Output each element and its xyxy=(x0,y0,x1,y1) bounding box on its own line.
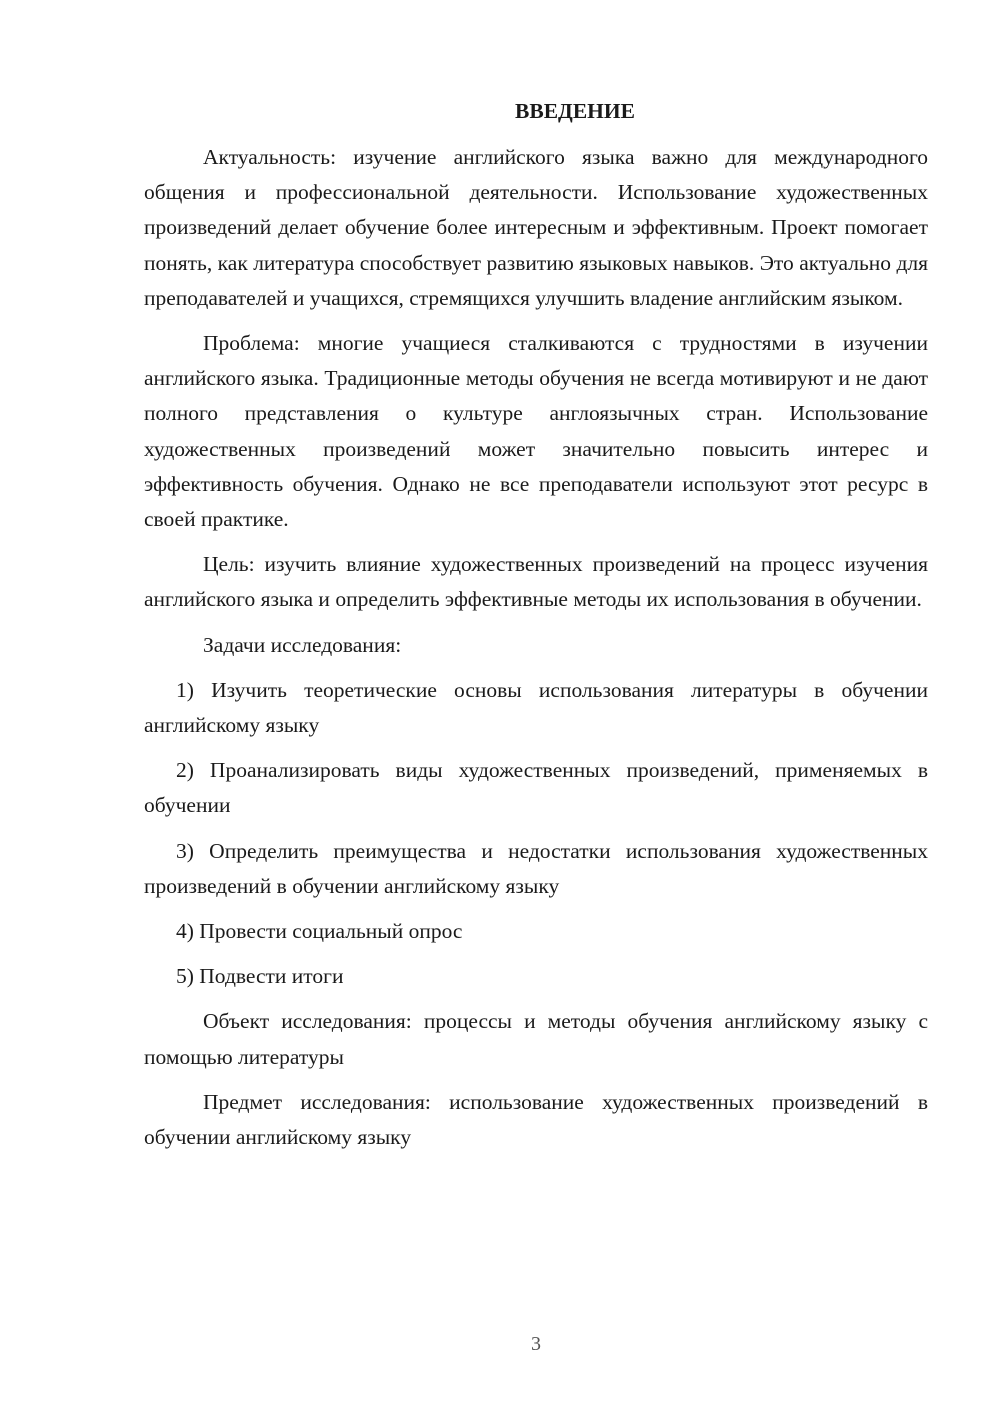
tasks-heading: Задачи исследования: xyxy=(203,632,402,657)
page-title: ВВЕДЕНИЕ xyxy=(515,99,635,123)
page-content xyxy=(144,96,928,1165)
page-number: 3 xyxy=(531,1333,541,1355)
problem-paragraph: Проблема: многие учащиеся сталкиваются с трудностями в изучении английского языка. Традиционные методы обучения не всегда мотивируют и не дают полного представления о культуре англоязычных стран. Использование художественных произведений может значительно повысить интерес и эффективность обучения. Однако не все преподаватели используют этот ресурс в своей практике. xyxy=(144,331,928,532)
task-item: 1) Изучить теоретические основы использования литературы в обучении английскому языку xyxy=(144,677,928,738)
task-item: 5) Подвести итоги xyxy=(176,964,344,989)
subject-paragraph: Предмет исследования: использование художественных произведений в обучении английскому языку xyxy=(144,1089,928,1150)
object-paragraph: Объект исследования: процессы и методы обучения английскому языку с помощью литературы xyxy=(144,1009,928,1069)
task-item: 2) Проанализировать виды художественных произведений, применяемых в обучении xyxy=(144,758,928,818)
task-item: 4) Провести социальный опрос xyxy=(176,919,463,944)
task-item: 3) Определить преимущества и недостатки использования художественных произведений в обучении английскому языку xyxy=(144,838,928,898)
relevance-paragraph: Актуальность: изучение английского языка важно для международного общения и профессиональной деятельности. Использование художественных произведений делает обучение более интересным и эффективным. Проект помогает понять, как литература способствует развитию языковых навыков. Это актуально для преподавателей и учащихся, стремящихся улучшить владение английским языком. xyxy=(144,145,928,310)
goal-paragraph: Цель: изучить влияние художественных произведений на процесс изучения английского языка и определить эффективные методы их использования в обучении. xyxy=(144,552,928,612)
